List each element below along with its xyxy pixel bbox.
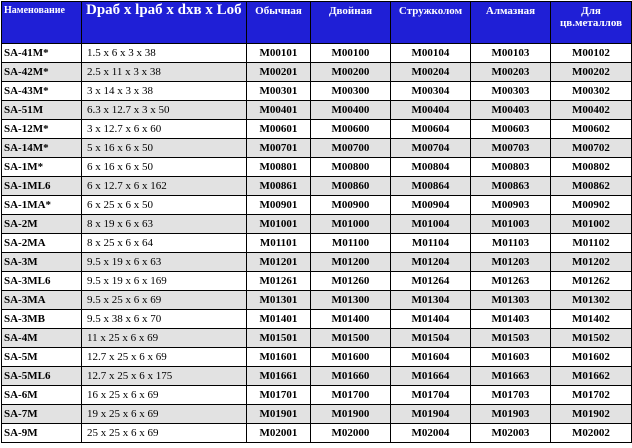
cell-diamond: M00403 [471, 101, 551, 120]
cell-name: SA-51M [2, 101, 82, 120]
table-row [2, 158, 632, 177]
cell-chipbreaker: M00204 [391, 63, 471, 82]
cell-regular: M00601 [247, 120, 311, 139]
table-row [2, 196, 632, 215]
cell-regular: M01701 [247, 386, 311, 405]
cell-regular: M00101 [247, 44, 311, 63]
cell-dimensions: 9.5 x 25 x 6 x 69 [82, 291, 247, 310]
table-row [2, 310, 632, 329]
cell-chipbreaker: M01404 [391, 310, 471, 329]
cell-nonferrous: M01202 [551, 253, 632, 272]
cell-double: M01000 [311, 215, 391, 234]
cell-diamond: M01303 [471, 291, 551, 310]
cell-chipbreaker: M01604 [391, 348, 471, 367]
cell-diamond: M01603 [471, 348, 551, 367]
header-regular: Обычная [247, 2, 311, 44]
cell-dimensions: 8 x 19 x 6 x 63 [82, 215, 247, 234]
cell-regular: M01261 [247, 272, 311, 291]
cell-nonferrous: M00862 [551, 177, 632, 196]
cell-diamond: M02003 [471, 424, 551, 443]
table-row [2, 177, 632, 196]
table-row [2, 386, 632, 405]
cell-chipbreaker: M01704 [391, 386, 471, 405]
table-row [2, 63, 632, 82]
cell-name: SA-5M [2, 348, 82, 367]
cell-nonferrous: M01302 [551, 291, 632, 310]
cell-nonferrous: M01902 [551, 405, 632, 424]
cell-dimensions: 19 x 25 x 6 x 69 [82, 405, 247, 424]
cell-dimensions: 1.5 x 6 x 3 x 38 [82, 44, 247, 63]
cell-regular: M01101 [247, 234, 311, 253]
cell-nonferrous: M00402 [551, 101, 632, 120]
table-row [2, 348, 632, 367]
cell-double: M01300 [311, 291, 391, 310]
cell-regular: M00201 [247, 63, 311, 82]
cell-double: M01700 [311, 386, 391, 405]
cell-dimensions: 3 x 12.7 x 6 x 60 [82, 120, 247, 139]
cell-diamond: M00703 [471, 139, 551, 158]
cell-chipbreaker: M00404 [391, 101, 471, 120]
cell-dimensions: 3 x 14 x 3 x 38 [82, 82, 247, 101]
cell-double: M00400 [311, 101, 391, 120]
cell-diamond: M00863 [471, 177, 551, 196]
table-row [2, 139, 632, 158]
cell-diamond: M00603 [471, 120, 551, 139]
cell-dimensions: 12.7 x 25 x 6 x 175 [82, 367, 247, 386]
cell-regular: M00701 [247, 139, 311, 158]
cell-double: M02000 [311, 424, 391, 443]
cell-name: SA-1MA* [2, 196, 82, 215]
cell-regular: M00401 [247, 101, 311, 120]
cell-dimensions: 12.7 x 25 x 6 x 69 [82, 348, 247, 367]
header-name: Наменование [2, 2, 82, 44]
cell-nonferrous: M01402 [551, 310, 632, 329]
cell-double: M00200 [311, 63, 391, 82]
cell-diamond: M01503 [471, 329, 551, 348]
cell-dimensions: 8 x 25 x 6 x 64 [82, 234, 247, 253]
cell-name: SA-42M* [2, 63, 82, 82]
cell-dimensions: 6 x 16 x 6 x 50 [82, 158, 247, 177]
cell-diamond: M00903 [471, 196, 551, 215]
cell-double: M01500 [311, 329, 391, 348]
cell-dimensions: 9.5 x 19 x 6 x 169 [82, 272, 247, 291]
cell-chipbreaker: M00804 [391, 158, 471, 177]
table-row [2, 329, 632, 348]
cell-regular: M01501 [247, 329, 311, 348]
cell-nonferrous: M00902 [551, 196, 632, 215]
cell-chipbreaker: M00904 [391, 196, 471, 215]
cell-double: M00860 [311, 177, 391, 196]
cell-nonferrous: M01502 [551, 329, 632, 348]
cell-nonferrous: M00802 [551, 158, 632, 177]
table-row [2, 101, 632, 120]
header-diamond: Алмазная [471, 2, 551, 44]
cell-diamond: M01203 [471, 253, 551, 272]
header-nonferrous: Для цв.металлов [551, 2, 632, 44]
cell-regular: M01901 [247, 405, 311, 424]
cell-nonferrous: M01662 [551, 367, 632, 386]
cell-dimensions: 6 x 25 x 6 x 50 [82, 196, 247, 215]
cell-dimensions: 5 x 16 x 6 x 50 [82, 139, 247, 158]
cell-regular: M00301 [247, 82, 311, 101]
cell-diamond: M01003 [471, 215, 551, 234]
cell-name: SA-41M* [2, 44, 82, 63]
cell-double: M01600 [311, 348, 391, 367]
cell-double: M01660 [311, 367, 391, 386]
table-row [2, 82, 632, 101]
cell-diamond: M01403 [471, 310, 551, 329]
table-row [2, 291, 632, 310]
cell-diamond: M01903 [471, 405, 551, 424]
cell-name: SA-9M [2, 424, 82, 443]
cell-regular: M01401 [247, 310, 311, 329]
cell-chipbreaker: M00604 [391, 120, 471, 139]
cell-name: SA-7M [2, 405, 82, 424]
cell-name: SA-6M [2, 386, 82, 405]
cell-double: M01400 [311, 310, 391, 329]
cell-double: M00100 [311, 44, 391, 63]
cell-diamond: M00103 [471, 44, 551, 63]
cell-name: SA-2M [2, 215, 82, 234]
cell-name: SA-43M* [2, 82, 82, 101]
cell-nonferrous: M00602 [551, 120, 632, 139]
product-code-table [1, 1, 632, 443]
cell-dimensions: 6 x 12.7 x 6 x 162 [82, 177, 247, 196]
cell-chipbreaker: M01104 [391, 234, 471, 253]
cell-nonferrous: M01102 [551, 234, 632, 253]
header-double: Двойная [311, 2, 391, 44]
cell-regular: M01001 [247, 215, 311, 234]
cell-regular: M01661 [247, 367, 311, 386]
cell-name: SA-1M* [2, 158, 82, 177]
cell-dimensions: 16 x 25 x 6 x 69 [82, 386, 247, 405]
table-row [2, 215, 632, 234]
cell-chipbreaker: M02004 [391, 424, 471, 443]
cell-nonferrous: M02002 [551, 424, 632, 443]
cell-double: M00300 [311, 82, 391, 101]
cell-chipbreaker: M01264 [391, 272, 471, 291]
cell-name: SA-3MB [2, 310, 82, 329]
cell-dimensions: 25 x 25 x 6 x 69 [82, 424, 247, 443]
cell-double: M00700 [311, 139, 391, 158]
header-chipbreaker: Стружколом [391, 2, 471, 44]
cell-dimensions: 11 x 25 x 6 x 69 [82, 329, 247, 348]
cell-name: SA-12M* [2, 120, 82, 139]
cell-regular: M01201 [247, 253, 311, 272]
cell-double: M01100 [311, 234, 391, 253]
table-row [2, 120, 632, 139]
cell-dimensions: 9.5 x 38 x 6 x 70 [82, 310, 247, 329]
cell-double: M01900 [311, 405, 391, 424]
cell-diamond: M00303 [471, 82, 551, 101]
cell-chipbreaker: M01204 [391, 253, 471, 272]
cell-dimensions: 9.5 x 19 x 6 x 63 [82, 253, 247, 272]
cell-dimensions: 2.5 x 11 x 3 x 38 [82, 63, 247, 82]
cell-chipbreaker: M01504 [391, 329, 471, 348]
table-row [2, 272, 632, 291]
cell-double: M00600 [311, 120, 391, 139]
cell-dimensions: 6.3 x 12.7 x 3 x 50 [82, 101, 247, 120]
header-dimensions: Dраб x lраб x dхв x Lоб [82, 2, 247, 44]
table-row [2, 367, 632, 386]
cell-nonferrous: M01002 [551, 215, 632, 234]
table-body [2, 44, 632, 443]
cell-name: SA-3M [2, 253, 82, 272]
cell-nonferrous: M00202 [551, 63, 632, 82]
cell-diamond: M01263 [471, 272, 551, 291]
cell-nonferrous: M01262 [551, 272, 632, 291]
cell-chipbreaker: M01004 [391, 215, 471, 234]
cell-nonferrous: M01702 [551, 386, 632, 405]
cell-name: SA-2MA [2, 234, 82, 253]
cell-regular: M00901 [247, 196, 311, 215]
cell-regular: M01601 [247, 348, 311, 367]
cell-double: M01200 [311, 253, 391, 272]
cell-regular: M02001 [247, 424, 311, 443]
cell-regular: M00861 [247, 177, 311, 196]
cell-chipbreaker: M01304 [391, 291, 471, 310]
cell-chipbreaker: M01664 [391, 367, 471, 386]
cell-name: SA-3MA [2, 291, 82, 310]
cell-name: SA-1ML6 [2, 177, 82, 196]
cell-double: M00800 [311, 158, 391, 177]
cell-diamond: M01103 [471, 234, 551, 253]
cell-diamond: M01663 [471, 367, 551, 386]
table-row [2, 234, 632, 253]
cell-diamond: M01703 [471, 386, 551, 405]
table-row [2, 424, 632, 443]
cell-chipbreaker: M00864 [391, 177, 471, 196]
cell-chipbreaker: M01904 [391, 405, 471, 424]
cell-double: M01260 [311, 272, 391, 291]
cell-nonferrous: M00302 [551, 82, 632, 101]
cell-chipbreaker: M00104 [391, 44, 471, 63]
cell-nonferrous: M00702 [551, 139, 632, 158]
cell-name: SA-5ML6 [2, 367, 82, 386]
cell-name: SA-3ML6 [2, 272, 82, 291]
cell-diamond: M00203 [471, 63, 551, 82]
cell-diamond: M00803 [471, 158, 551, 177]
header-row [2, 2, 632, 44]
cell-regular: M00801 [247, 158, 311, 177]
cell-name: SA-14M* [2, 139, 82, 158]
cell-double: M00900 [311, 196, 391, 215]
cell-name: SA-4M [2, 329, 82, 348]
cell-regular: M01301 [247, 291, 311, 310]
table-row [2, 253, 632, 272]
cell-nonferrous: M00102 [551, 44, 632, 63]
cell-nonferrous: M01602 [551, 348, 632, 367]
table-row [2, 44, 632, 63]
table-row [2, 405, 632, 424]
cell-chipbreaker: M00704 [391, 139, 471, 158]
cell-chipbreaker: M00304 [391, 82, 471, 101]
